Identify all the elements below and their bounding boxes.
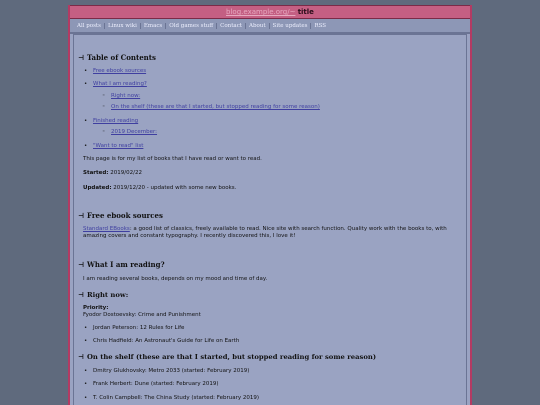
toc-link-want-to-read[interactable]: "Want to read" list xyxy=(93,142,144,149)
list-item: • Frank Herbert: Dune (started: February 2019) xyxy=(83,381,460,388)
heading-marker-icon: ⊣ xyxy=(78,211,85,220)
updated-line: Updated: 2019/12/20 - updated with some new books. xyxy=(83,185,237,191)
on-shelf-list xyxy=(83,368,460,402)
toc-link-finished[interactable]: Finished reading xyxy=(93,117,139,124)
toc-link-free-ebooks[interactable]: Free ebook sources xyxy=(93,68,147,74)
toc-link-right-now[interactable]: Right now: xyxy=(111,92,141,99)
priority-block: Priority: Fyodor Dostoevsky: Crime and Punishment xyxy=(83,305,201,319)
reading-text: I am reading several books, depends on my mood and time of day. xyxy=(83,276,268,282)
toc-heading: ⊣ Table of Contents xyxy=(78,53,156,62)
toc-item xyxy=(83,143,460,150)
toc-link-on-shelf[interactable]: On the shelf (these are that I started, but stopped reading for some reason) xyxy=(111,104,320,111)
reading-heading: ⊣ What I am reading? xyxy=(78,260,165,269)
standard-ebooks-link[interactable]: Standard EBooks xyxy=(83,226,130,232)
nav-emacs[interactable]: Emacs xyxy=(141,23,166,29)
toc-link-2019-december[interactable]: 2019 December: xyxy=(111,129,158,136)
title-file: title xyxy=(297,8,314,16)
nav-all-posts[interactable]: All posts xyxy=(74,23,105,29)
free-ebooks-heading: ⊣ Free ebook sources xyxy=(78,211,163,220)
heading-marker-icon: ⊣ xyxy=(78,353,85,361)
free-ebooks-text: Standard EBooks: a good list of classics, freely available to read. Nice site with search function. Quality work with the books to, with amazing covers and constant typography. I recently discovered this, I love it! xyxy=(83,226,447,240)
started-line: Started: 2019/02/22 xyxy=(83,170,142,176)
toc-item xyxy=(83,118,460,137)
toc-item xyxy=(83,81,460,111)
list-item: • Chris Hadfield: An Astronaut's Guide for Life on Earth xyxy=(83,338,460,345)
toc-subitem xyxy=(101,129,460,136)
toc-item xyxy=(83,68,460,75)
nav-contact[interactable]: Contact xyxy=(217,23,246,29)
main-content xyxy=(73,34,467,405)
toc-subitem xyxy=(101,93,460,100)
nav-site-updates[interactable]: Site updates xyxy=(270,23,312,29)
list-item: • Dmitry Glukhovsky: Metro 2033 (started: February 2019) xyxy=(83,368,460,375)
nav-about[interactable]: About xyxy=(246,23,270,29)
toc-subitem xyxy=(101,104,460,111)
top-nav xyxy=(70,19,470,34)
table-of-contents xyxy=(83,68,460,156)
heading-marker-icon: ⊣ xyxy=(78,291,85,299)
on-shelf-heading: ⊣ On the shelf (these are that I started, but stopped reading for some reason) xyxy=(78,353,377,361)
nav-linux-wiki[interactable]: Linux wiki xyxy=(105,23,141,29)
right-now-heading: ⊣ Right now: xyxy=(78,291,129,299)
title-link[interactable]: blog.example.org/~ xyxy=(226,8,296,16)
list-item: • T. Colin Campbell: The China Study (started: February 2019) xyxy=(83,395,460,402)
heading-marker-icon: ⊣ xyxy=(78,53,85,62)
toc-link-reading[interactable]: What I am reading? xyxy=(93,81,147,88)
list-item: • Jordan Peterson: 12 Rules for Life xyxy=(83,325,460,332)
title-bar xyxy=(70,5,470,19)
right-now-list xyxy=(83,325,460,346)
nav-rss[interactable]: RSS xyxy=(314,22,327,29)
nav-old-games[interactable]: Old games stuff xyxy=(166,23,217,29)
page-frame xyxy=(68,5,472,405)
intro-text: This page is for my list of books that I have read or want to read. xyxy=(83,156,262,162)
heading-marker-icon: ⊣ xyxy=(78,260,85,269)
